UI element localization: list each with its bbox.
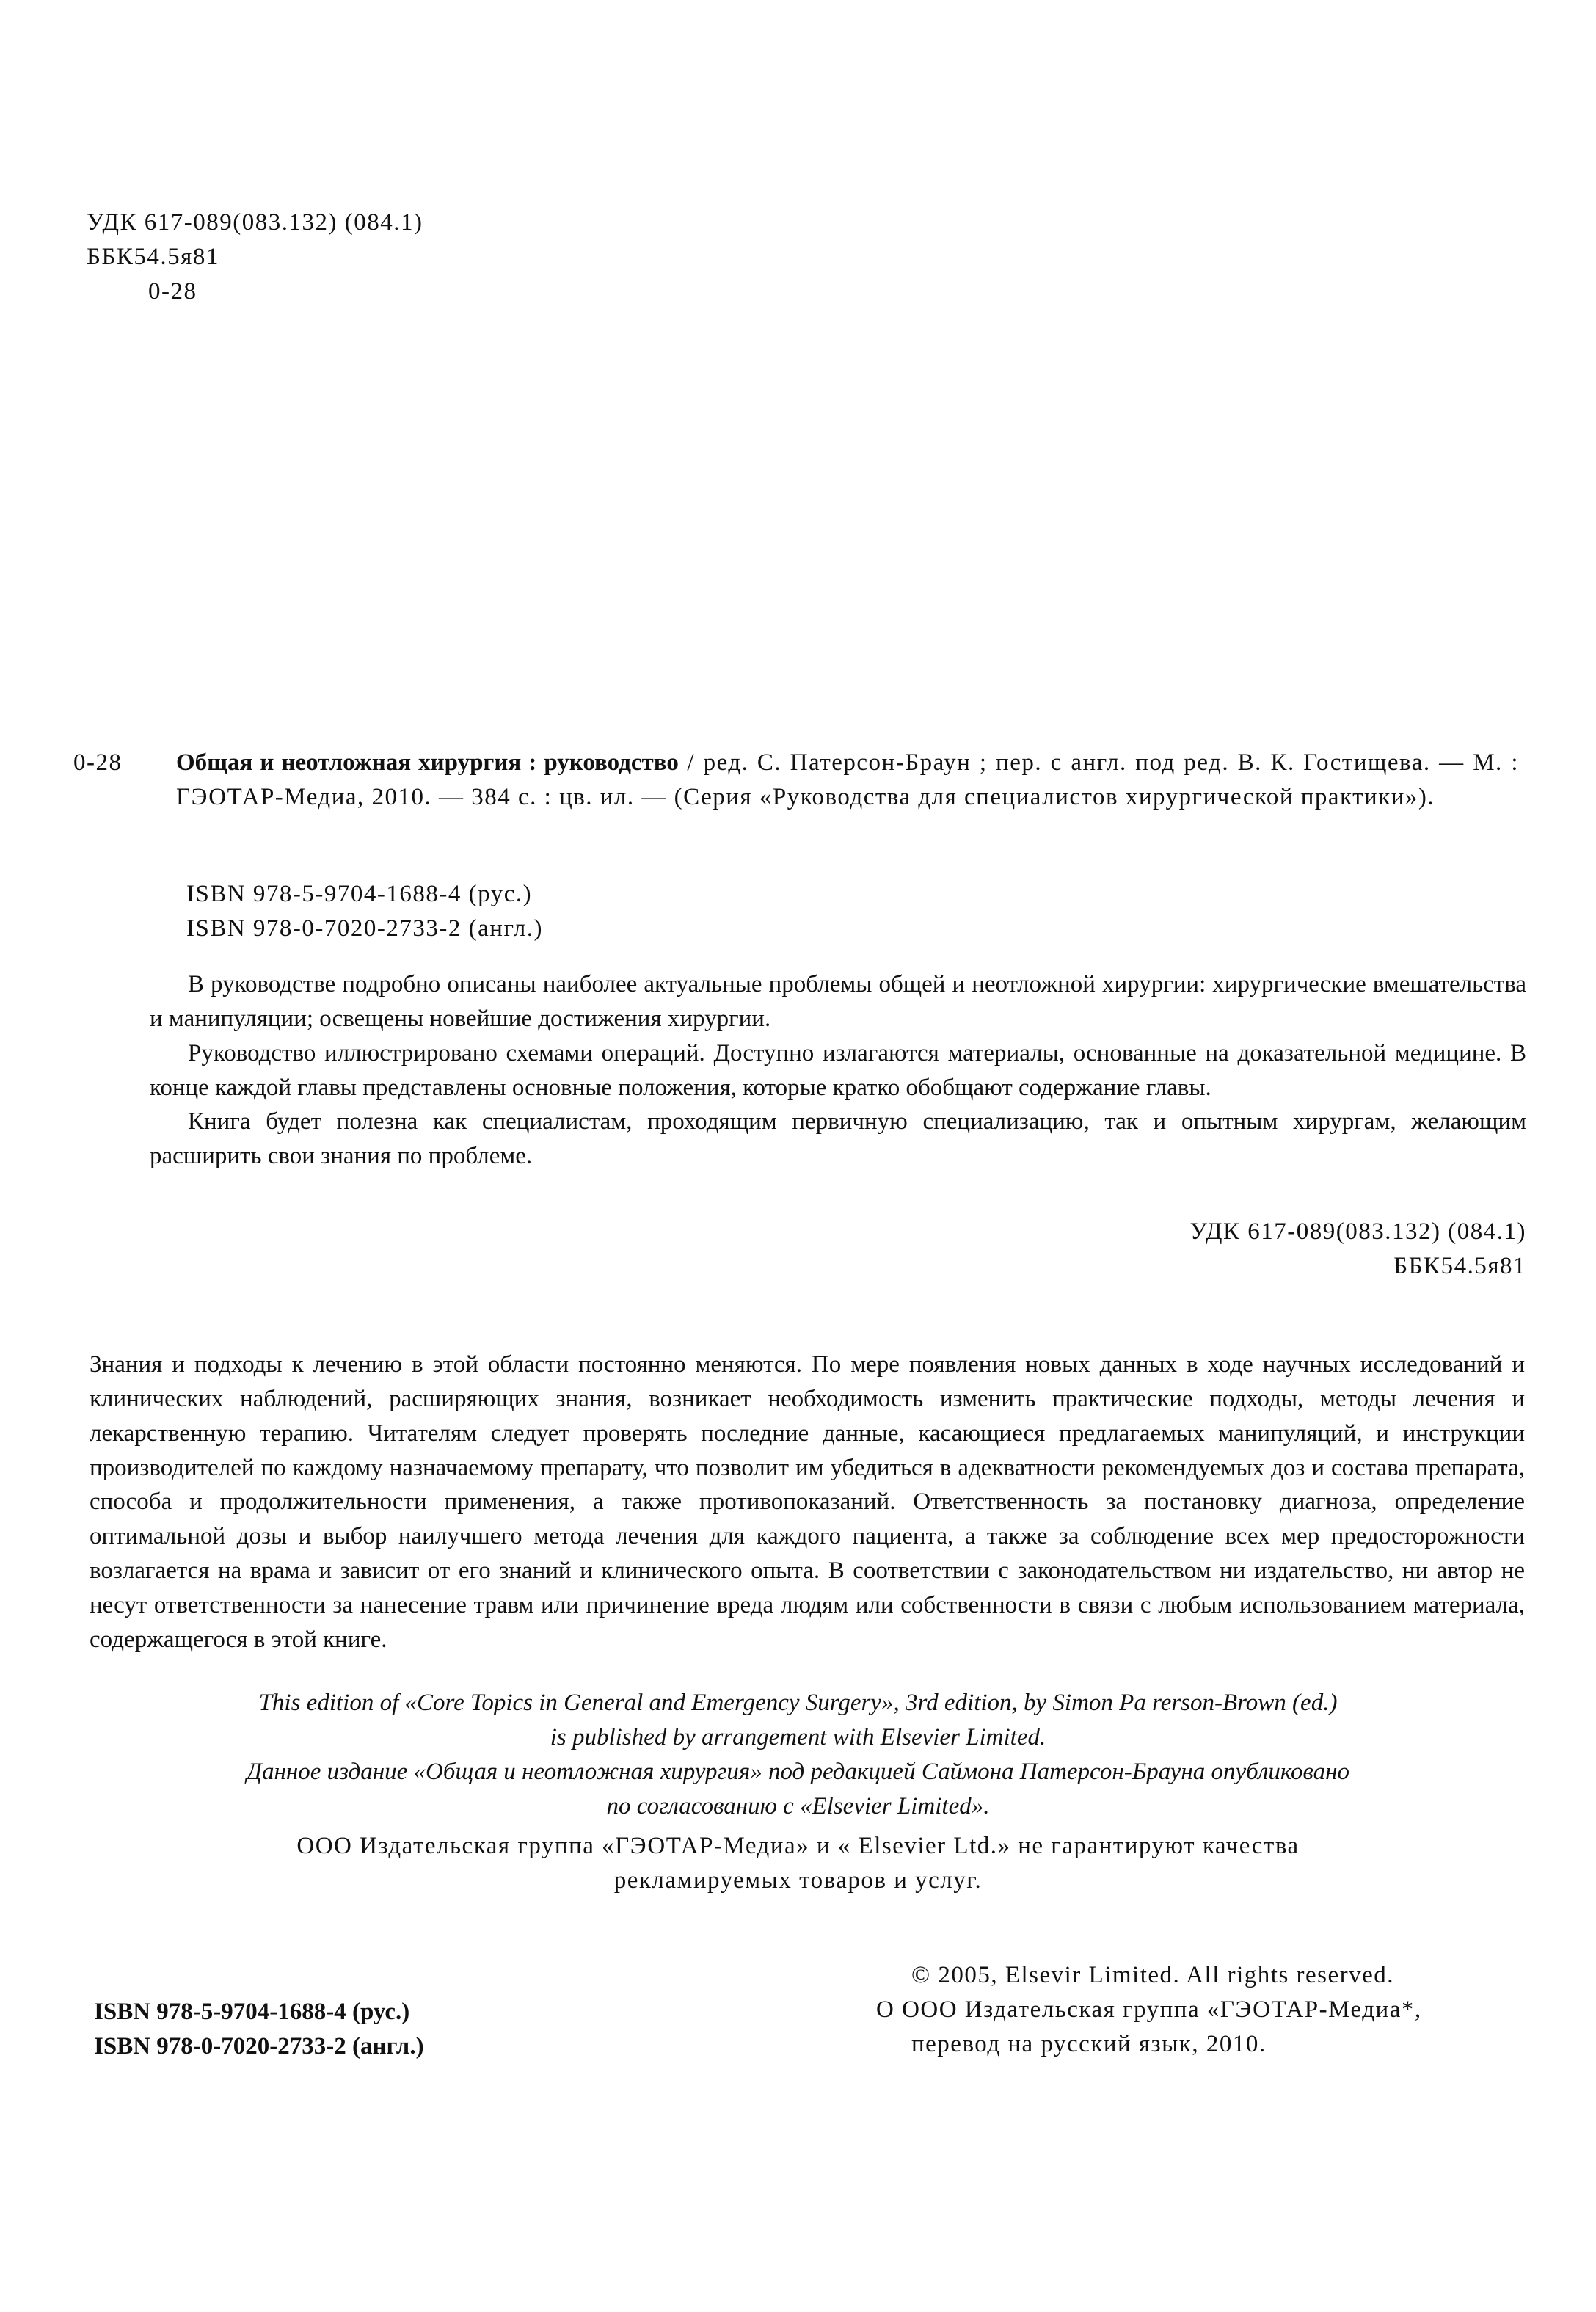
annotation-paragraph-1: В руководстве подробно описаны наиболее актуальные проблемы общей и неотложной хирургии: хирургические вмешательства и манипуляции; освещены новейшие достижения хирургии. [150,971,1526,1032]
disclaimer-paragraph: Знания и подходы к лечению в этой области постоянно меняются. По мере появления новых данных в ходе научных исследований и клинических наблюдений, расширяющих знания, возникает необходимость изменить практические подходы, методы лечения и лекарственную терапию. Читателям следует проверять последние данные, касающиеся предлагаемых манипуляций, и инструкции производителей по каждому назначаемому препарату, что позволит им убедиться в адекватности рекомендуемых доз и состава препарата, способа и продолжительности применения, а также противопоказаний. Ответственность за постановку диагноза, определение оптимальной дозы и выбор наилучшего метода лечения для каждого пациента, а также за соблюдение всех мер предосторожности возлагается на врама и зависит от его знаний и клинического опыта. В соответствии с законодательством ни издательство, ни автор не несут ответственности за нанесение травм или причинение вреда людям или собственности в связи с любым использованием материала, содержащегося в этой книге. [90,1351,1525,1653]
annotation-paragraph-3: Книга будет полезна как специалистам, проходящим первичную специализацию, так и опытным хирургам, желающим расширить свои знания по проблеме. [150,1108,1526,1170]
annotation [150,967,1526,1174]
book-imprint: / ред. С. Патерсон-Браун ; пер. с англ. под ред. В. К. Гостищева. — М. : ГЭОТАР-Медиа, 2010. — 384 с. : цв. ил. — (Серия «Руководства для специалистов хирургической практики»). [176,749,1520,810]
catalog-isbn-ru: ISBN 978-5-9704-1688-4 (рус.) [186,881,533,907]
top-bbk: ББК54.5я81 [87,243,219,270]
copyright-block [876,1958,1422,2062]
warranty-note [73,1829,1523,1898]
edition-note-line-3: Данное издание «Общая и неотложная хирургия» под редакцией Саймона Патерсон-Брауна опубликовано [247,1758,1349,1785]
edition-note-line-4: по согласованию с «Elsevier Limited». [606,1792,990,1820]
bottom-udk: УДК 617-089(083.132) (084.1) [1189,1218,1526,1245]
warranty-line-1: ООО Издательская группа «ГЭОТАР-Медиа» и « Elsevier Ltd.» не гарантируют качества [296,1833,1300,1859]
annotation-paragraph-2: Руководство иллюстрировано схемами операций. Доступно излагаются материалы, основанные на доказательной медицине. В конце каждой главы представлены основные положения, которые кратко обобщают содержание главы. [150,1039,1526,1101]
catalog-isbn-en: ISBN 978-0-7020-2733-2 (англ.) [186,915,544,942]
catalog-sign: 0-28 [73,749,123,776]
footer-isbn-block [94,1995,424,2064]
copyright-line-3: перевод на русский язык, 2010. [911,2030,1267,2057]
top-codes [87,206,423,309]
edition-note-line-1: This edition of «Core Topics in General and Emergency Surgery», 3rd edition, by Simon Pa rerson-Brown (ed.) [258,1690,1338,1716]
edition-note [73,1686,1523,1823]
catalog-description [176,746,1519,815]
footer-isbn-ru: ISBN 978-5-9704-1688-4 (рус.) [94,1999,410,2025]
bottom-bbk: ББК54.5я81 [1393,1252,1526,1279]
warranty-line-2: рекламируемых товаров и услуг. [613,1866,983,1894]
top-udk: УДК 617-089(083.132) (084.1) [87,209,423,236]
copyright-line-2: О ООО Издательская группа «ГЭОТАР-Медиа*, [876,1996,1422,2023]
book-title: Общая и неотложная хирургия : руководство [176,749,679,776]
footer-isbn-en: ISBN 978-0-7020-2733-2 (англ.) [94,2032,424,2060]
edition-note-line-2: is published by arrangement with Elsevier Limited. [550,1723,1046,1751]
bottom-codes [954,1215,1526,1284]
copyright-line-1: © 2005, Elsevir Limited. All rights reserved. [911,1962,1395,1988]
catalog-isbn-block [186,877,543,946]
top-author-sign: 0-28 [148,277,197,305]
